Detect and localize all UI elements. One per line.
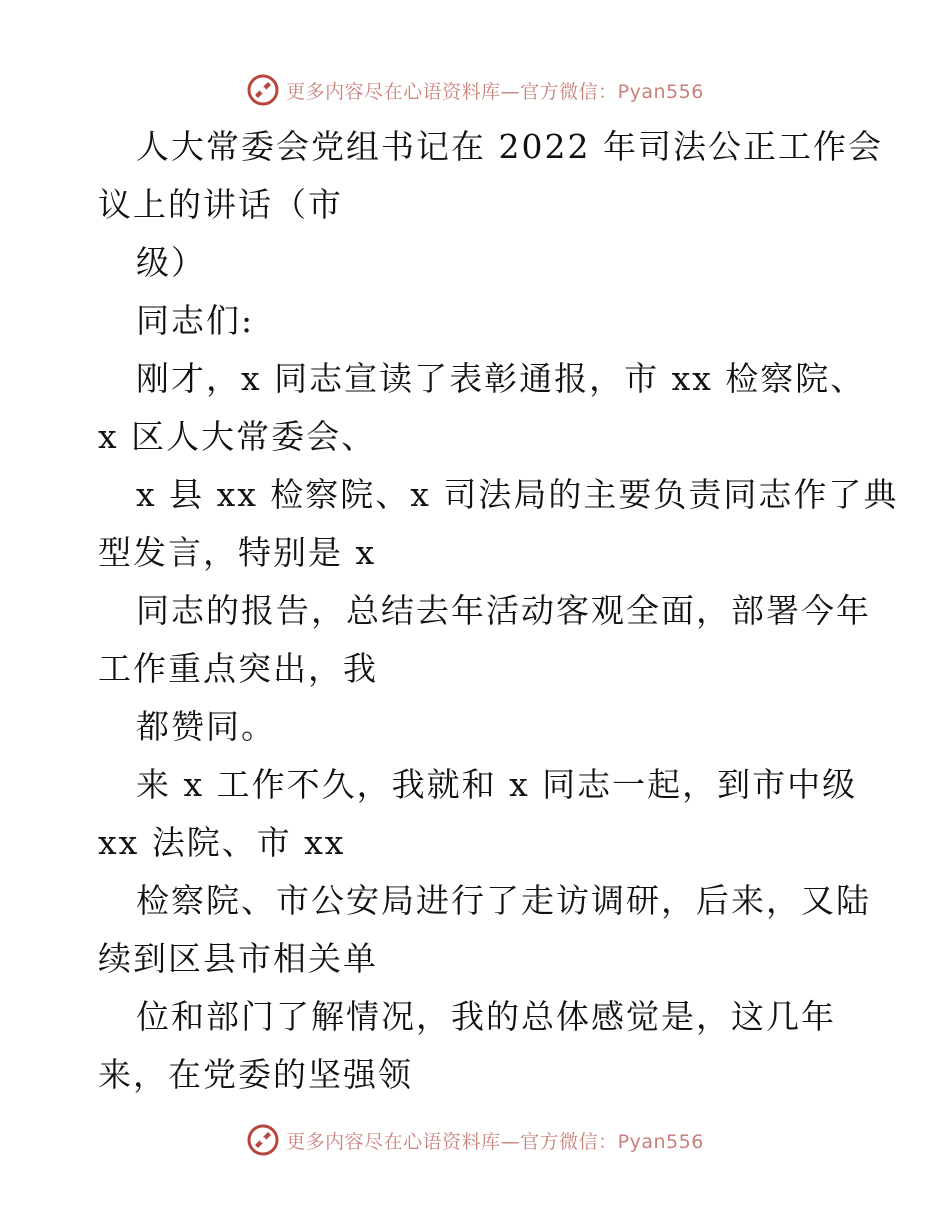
banner-contact-text: 官方微信：Pyan556: [520, 80, 704, 103]
paragraph-line: 刚才，x 同志宣读了表彰通报，市 xx 检察院、: [136, 359, 866, 398]
banner-brand-text: 更多内容尽在心语资料库: [286, 80, 501, 103]
paragraph-line: x 区人大常委会、: [98, 417, 377, 456]
paragraph-line: x 县 xx 检察院、x 司法局的主要负责同志作了典: [136, 475, 899, 514]
paragraph-line: 同志的报告，总结去年活动客观全面，部署今年: [136, 591, 871, 630]
paragraph-line: 来 x 工作不久，我就和 x 同志一起，到市中级: [136, 765, 858, 804]
paragraph-line: 型发言，特别是 x: [98, 533, 377, 572]
header-banner: [0, 70, 950, 110]
paragraph-line: 检察院、市公安局进行了走访调研，后来，又陆: [136, 881, 871, 920]
banner-contact-text: 官方微信：Pyan556: [520, 1130, 704, 1153]
paragraph-line: 级）: [136, 243, 206, 282]
paragraph-line: 来，在党委的坚强领: [98, 1055, 413, 1094]
paragraph-line: 同志们:: [136, 301, 255, 340]
paragraph-line: 位和部门了解情况，我的总体感觉是，这几年: [136, 997, 836, 1036]
banner-text: [286, 77, 704, 104]
paragraph-line: 续到区县市相关单: [98, 939, 378, 978]
brand-logo-icon: [246, 1123, 280, 1157]
document-body: [98, 118, 899, 1104]
paragraph-line: 工作重点突出，我: [98, 649, 378, 688]
banner-separator: —: [500, 1130, 521, 1153]
banner-brand-text: 更多内容尽在心语资料库: [286, 1130, 501, 1153]
brand-logo-icon: [246, 73, 280, 107]
footer-banner: [0, 1120, 950, 1160]
paragraph-line: 议上的讲话（市: [98, 185, 343, 224]
paragraph-line: 人大常委会党组书记在 2022 年司法公正工作会: [136, 127, 883, 166]
banner-separator: —: [500, 80, 521, 103]
paragraph-line: xx 法院、市 xx: [98, 823, 346, 862]
banner-text: [286, 1127, 704, 1154]
paragraph-line: 都赞同。: [136, 707, 276, 746]
